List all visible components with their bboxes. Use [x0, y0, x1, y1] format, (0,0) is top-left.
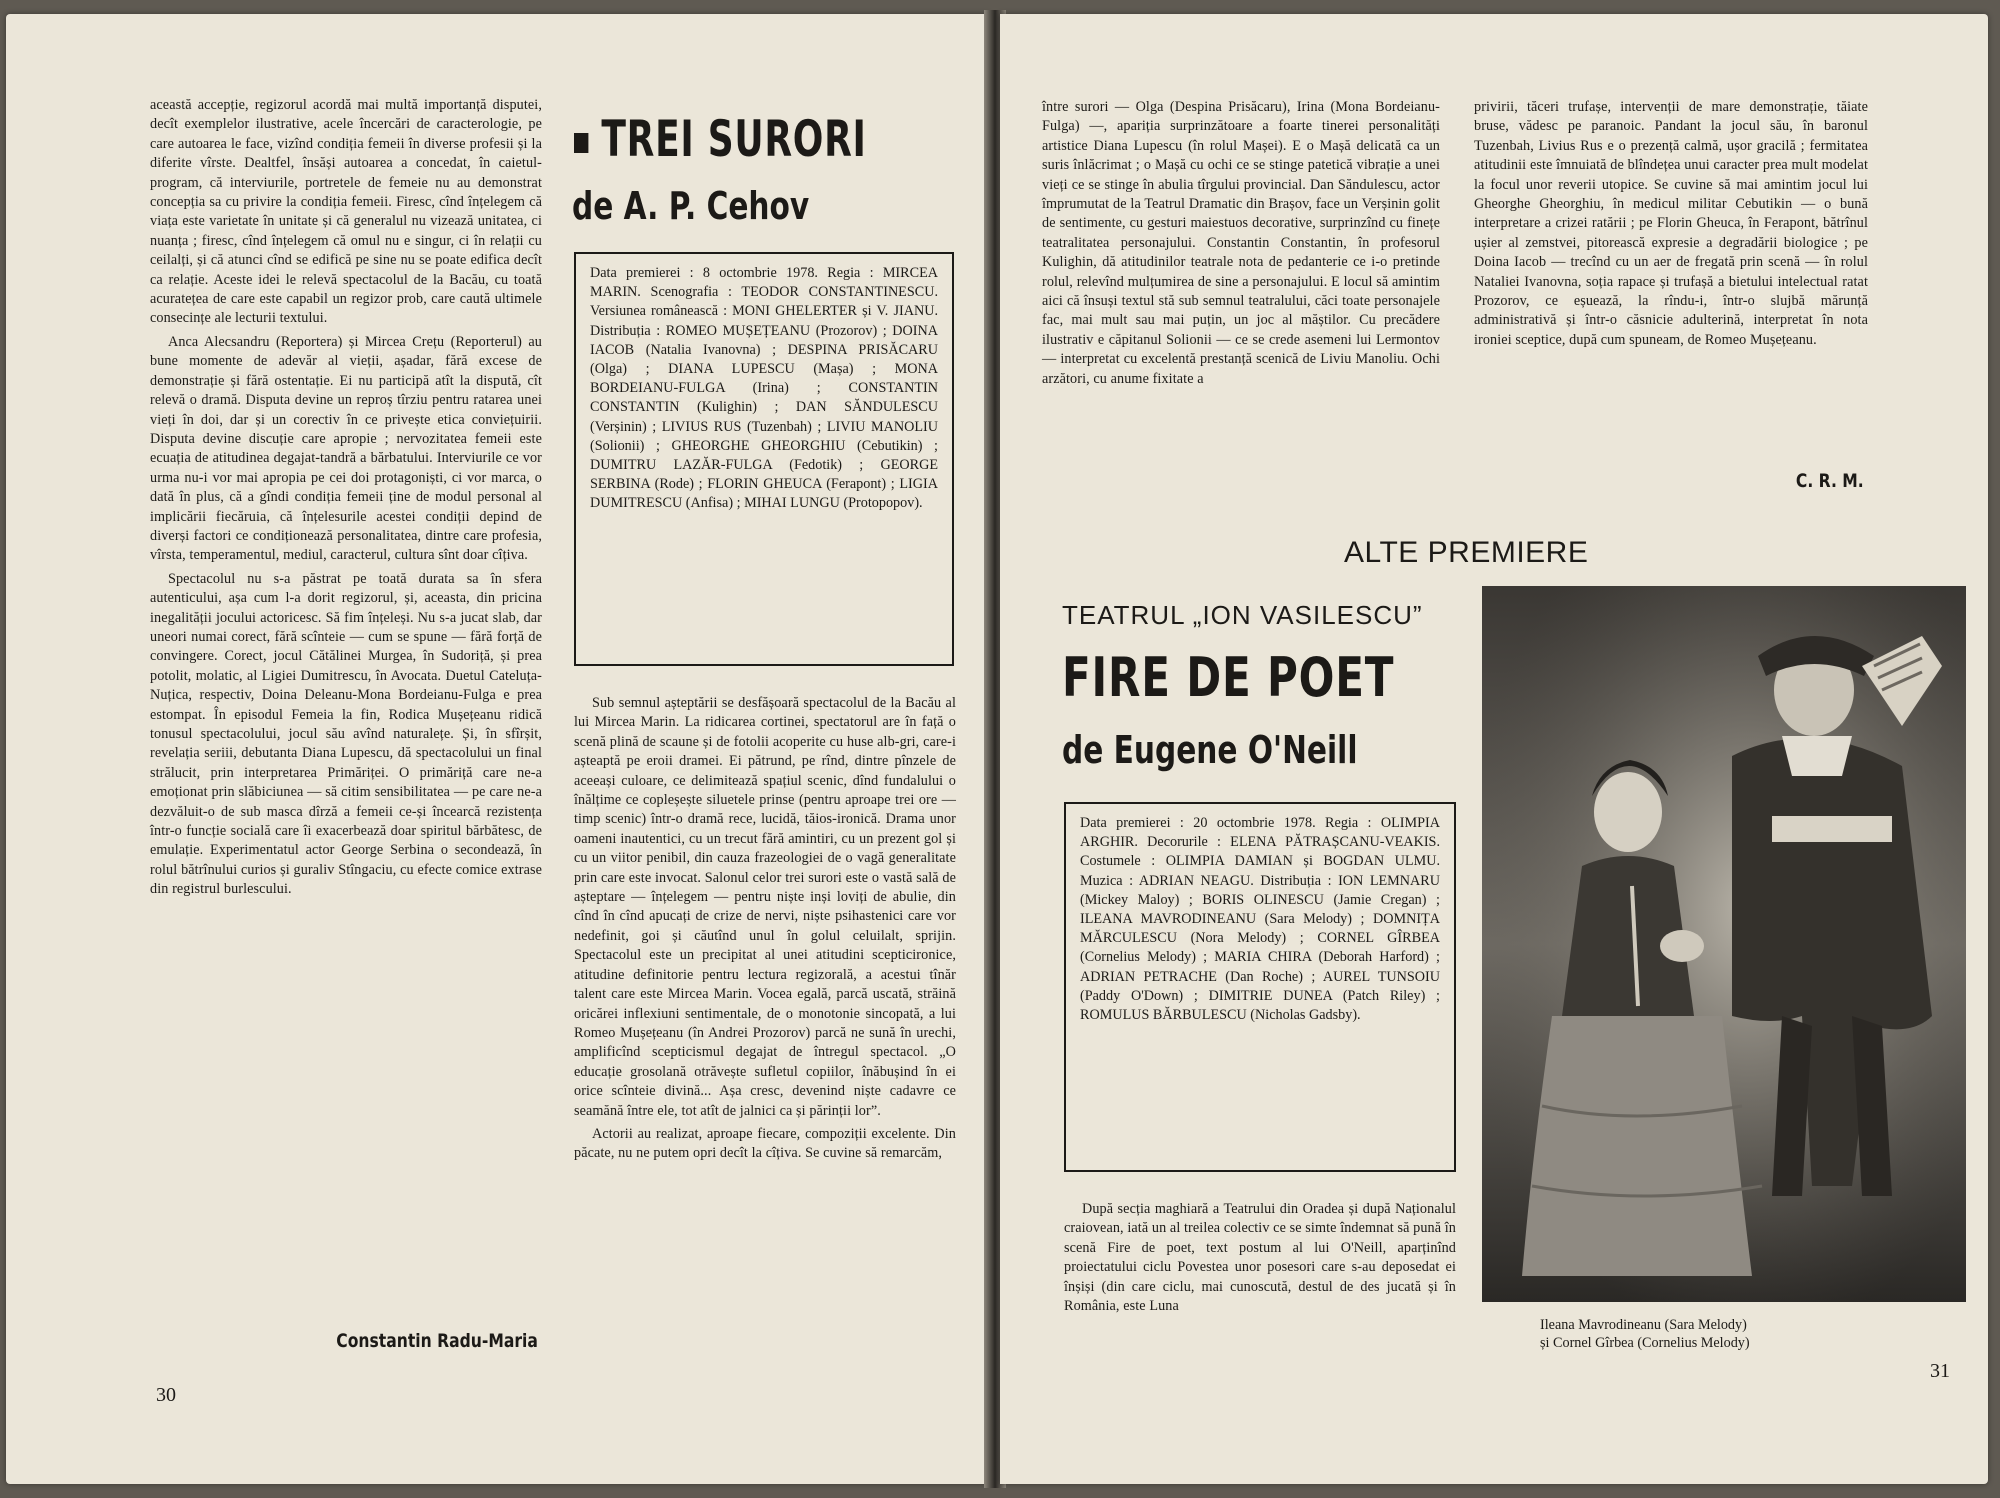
photo-illustration	[1482, 586, 1966, 1302]
credits-box: Data premierei : 8 octombrie 1978. Regia : MIRCEA MARIN. Scenografia : TEODOR CONSTANTINESCU. Versiunea românească : MONI GHELERTER și V. JIANU. Distribuția : ROMEO MUȘEȚEANU (Prozorov) ; DOINA IACOB (Natalia Ivanovna) ; DESPINA PRISĂCARU (Olga) ; DIANA LUPESCU (Mașa) ; MONA BORDEIANU-FULGA (Irina) ; CONSTANTIN CONSTANTIN (Kulighin) ; DAN SĂNDULESCU (Verșinin) ; LIVIUS RUS (Tuzenbah) ; LIVIU MANOLIU (Solionii) ; GHEORGHE GHEORGHIU (Cebutikin) ; DUMITRU LAZĂR-FULGA (Fedotik) ; GEORGE SERBINA (Rode) ; FLORIN GHEUCA (Ferapont) ; LIGIA DUMITRESCU (Anfisa) ; MIHAI LUNGU (Protopopov).	[574, 252, 954, 666]
paragraph: Actorii au realizat, aproape fiecare, compoziții excelente. Din păcate, nu ne putem opri decît la cîțiva. Se cuvine să remarcăm,	[574, 1125, 956, 1162]
article-body	[574, 694, 956, 1168]
section-title: ALTE PREMIERE	[1344, 536, 1589, 569]
article-body	[1064, 1200, 1456, 1320]
article-signature: C. R. M.	[1796, 470, 1864, 492]
photo-caption: și Cornel Gîrbea (Cornelius Melody)	[1540, 1335, 1750, 1351]
paragraph: Sub semnul așteptării se desfășoară spectacolul de la Bacău al lui Mircea Marin. La ridicarea cortinei, spectatorul are în față o scenă plină de scaune și de fotolii acoperite cu huse alb-gri, care-i așteaptă pe eroii dramei. Ei pătrund, pe rînd, dintre pînzele de aceeași culoare, ce delimitează spațiul scenic, dînd fundalului o înălțime ce copleșește siluetele prinse (pentru aproape trei ore — timp scenic) într-o dramă rece, lucidă, tăios-ironică. Drama unor oameni inautentici, cu un trecut fără amintiri, cu un prezent gol și cu un viitor penibil, din cauza frazeologiei de o vagă generalitate prin care este invocat. Salonul celor trei surori este o vastă sală de așteptare — înțelegem — pentru niște inși loviți de abulie, din cînd în cînd apucați de crize de nervi, niște psihastenici care vor nedefinit, goi și căutînd unul în golul celuilalt, sprijin. Spectacolul este un precipitat al unei atitudini scepticironice, atitudine definitorie pentru lectura regizorală, a acestui tînăr talent care este Mircea Marin. Vocea egală, parcă uscată, străină oricărei inflexiuni sentimentale, de o monotonie sincopată, a lui Romeo Mușețeanu (în Andrei Prozorov) parcă ne sună în urechi, amplificînd scepticismul degajat de întregul spectacol. „O educație grosolană otrăvește sufletul copiilor, înăbușind în ei orice scînteie divină... Așa cresc, devenind niște cadavre ce seamănă între ele, tot atît de jalnici ca și părinții lor”.	[574, 695, 956, 1119]
paragraph: această accepție, regizorul acordă mai multă importanță disputei, decît exemplelor ilustrative, acele încercări de caracterologie, pe care autoarea le face, vizînd condiția femeii în diverse profesii și la diferite vîrste. Dealtfel, însăși autoarea a concedat, în caietul-program, că interviurile, portretele de femeie nu au demonstrat concepția sa cu privire la condiția femeii. Firesc, cînd înțelegem că viața este varietate în unitate și că generalul nu vizează unitatea, ci nuanța ; firesc, cînd înțelegem că omul nu e singur, ci în relații cu ceilalți, și că atunci cînd se edifică pe sine nu se poate edifica decît ca relație. Aceste idei le relevă spectacolul de la Bacău, cu toată acuratețea de care este capabil un regizor prob, care caută ultimele consecințe ale lecturii textului.	[150, 97, 542, 327]
left-page	[6, 14, 990, 1484]
theatre-name: TEATRUL „ION VASILESCU”	[1062, 600, 1423, 630]
page-number: 30	[156, 1384, 176, 1406]
right-column-1	[1042, 98, 1440, 393]
right-page	[1000, 14, 1988, 1484]
production-photo	[1482, 586, 1966, 1302]
paragraph: Anca Alecsandru (Reportera) și Mircea Crețu (Reporterul) au bune momente de adevăr al vieții, așadar, fără excese de demonstrație și fără ostentație. Ei nu participă atît la dispută, cît relevă o dramă. Disputa devine un reproș tîrziu pentru ratarea unei vieți în doi, dar și un corectiv în ce privește etica conviețuirii. Disputa devine discuție care apropie ; nervozitatea femeii este ecuația de atitudinea degajat-tandră a bărbatului. Interviurile ce vor urma nu-i vor mai apropia pe cei doi protagoniști, ci vor marca, o dată în plus, că a gîndi condiția femeii ține de modul personal al implicării fiecăruia, că înțelesurile acestei condiții depind de diverși factori ce condiționează personalitatea, dintre care profesia, vîrsta, temperamentul, mediul, caracterul, cultura sînt doar cîțiva.	[150, 333, 542, 564]
article-author: de Eugene O'Neill	[1062, 728, 1358, 772]
article-title: FIRE DE POET	[1062, 646, 1395, 709]
paragraph: între surori — Olga (Despina Prisăcaru), Irina (Mona Bordeianu-Fulga) —, apariția surprinzătoare a foarte tinerei personalități artistice Diana Lupescu (în rolul Mașei). E o Mașă delicată ca un suris înlăcrimat ; o Mașă cu ochi ce se stinge patetică vibrație a unei vieți ce se stinge în abulia tîrgului provincial. Dan Săndulescu, actor împrumutat de la Teatrul Dramatic din Brașov, face un Verșinin golit de sentimente, cu gesturi maiestuos decorative, surprinzînd cu finețe teatralitatea personajului. Constantin Constantin, în profesorul Kulighin, dă atitudinilor teatrale nota de pedanterie ce i-o pretinde rolul, relevînd mulțumirea de sine a personajului. E locul să amintim aici că însuși textul stă sub semnul teatralului, căci toate personajele fac, mai mult sau mai puțin, un joc al măștilor. Cu precădere ilustrativ e căpitanul Solionii — ce se crede asemeni lui Lermontov — interpretat cu excelentă prestanță scenică de Liviu Manoliu. Ochi arzători, cu anume fixitate a	[1042, 99, 1440, 387]
bullet-icon	[574, 133, 588, 153]
paragraph: Spectacolul nu s-a păstrat pe toată durata sa în sfera autenticului, așa cum l-a dorit regizorul, și, aceasta, din pricina inegalității jocului actoricesc. Să fim înțeleși. Nu s-a jucat slab, dar uneori numai corect, fără scînteie — cum se spune — fără forță de convingere. Corect, jocul Cătălinei Murgea, în Sudoriță, și prea potolit, molatic, al Ligiei Dumitrescu, în Avocata. Duetul Cateluța-Nuțica, respectiv, Doina Deleanu-Mona Bordeianu-Fulga e prea estompat. În episodul Femeia la fin, Rodica Mușețeanu ridică tonusul spectacolului, jocul său avînd naturalețe. Și, în sfîrșit, revelația seriii, debutanta Diana Lupescu, dă spectacolului un final strălucit, prin interpretarea Primăriței. O primăriță care ne-a emoționat prin slăbiciunea — să citim sensibilitatea — pe care ne-a dezvăluit-o de sub masca dîrză a femeii ce-și încearcă rezistența într-o funcție socială care îi exacerbează doar spiritul bărbătesc, de emulație. Experimentatul actor George Serbina o secondează, în rolul bătrînului curios și guraliv Stîngaciu, cu efecte comice extrase din registrul burlescului.	[150, 570, 542, 898]
left-column-text	[150, 96, 542, 904]
right-column-2	[1474, 98, 1868, 354]
paragraph: După secția maghiară a Teatrului din Oradea și după Naționalul craiovean, iată un al treilea colectiv ce se simte îndemnat să pună în scenă Fire de poet, text postum al lui O'Neill, aparținînd proiectatului ciclu Povestea unor posesori care s-au deposedat ei înșiși (din care ciclu, mai cunoscută, destul de des jucată și în România, este Luna	[1064, 1201, 1456, 1315]
credits-box: Data premierei : 20 octombrie 1978. Regia : OLIMPIA ARGHIR. Decorurile : ELENA PĂTRAȘCANU-VEAKIS. Costumele : OLIMPIA DAMIAN și BOGDAN ULMU. Muzica : ADRIAN NEAGU. Distribuția : ION LEMNARU (Mickey Maloy) ; BORIS OLINESCU (Jamie Cregan) ; ILEANA MAVRODINEANU (Sara Melody) ; DOMNIȚA MĂRCULESCU (Nora Melody) ; CORNEL GÎRBEA (Cornelius Melody) ; MARIA CHIRA (Deborah Harford) ; ADRIAN PETRACHE (Dan Roche) ; AUREL TUNSOIU (Paddy O'Down) ; DIMITRIE DUNEA (Patch Riley) ; ROMULUS BĂRBULESCU (Nicholas Gadsby).	[1064, 802, 1456, 1172]
article-signature: Constantin Radu-Maria	[336, 1330, 538, 1352]
page-number: 31	[1930, 1360, 1950, 1382]
paragraph: privirii, tăceri trufașe, intervenții de mare demonstrație, tăiate bruse, vădesc pe paranoic. Pandant la jocul său, în baronul Tuzenbah, Livius Rus e o prezență calmă, ușor gracilă ; fermitatea atitudinii este îmnuiată de blîndețea unui caracter prea mult modelat la focul unor reverii utopice. Se cuvine să mai amintim jocul lui Gheorghe Gheorghiu, în medicul militar Cebutikin — o bună interpretare a crizei ratării ; pe Florin Gheuca, în Ferapont, bătrînul ușier al zemstvei, pitorească expresie a degradării biologice ; pe Doina Iacob — trecînd cu un aer de fregată prin scenă — în rolul Nataliei Ivanovna, soția rapace și trufașă a bietului intelectual ratat Prozorov, ce eșuează, la rîndu-i, într-o slujbă mărunță administrativă și într-o căsnicie adulterină, interpretat în nota ironiei sceptice, după cum spuneam, de Romeo Mușețeanu.	[1474, 99, 1868, 348]
article-title: TREI SURORI	[574, 110, 867, 168]
article-author: de A. P. Cehov	[572, 184, 810, 228]
photo-caption: Ileana Mavrodineanu (Sara Melody)	[1540, 1317, 1747, 1333]
